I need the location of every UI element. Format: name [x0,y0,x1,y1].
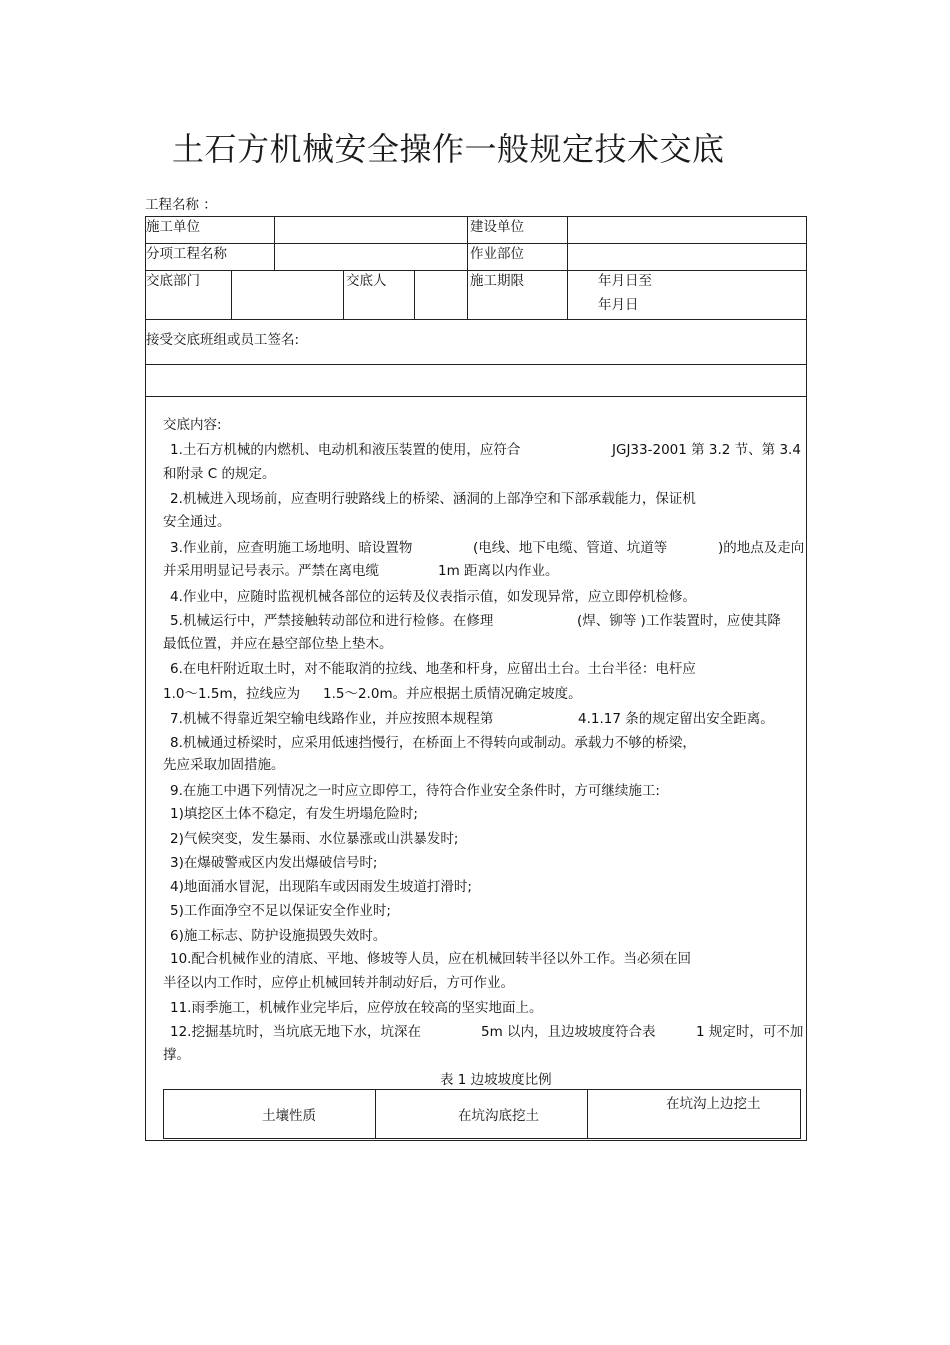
row-divider [145,319,807,320]
item-1-ref: JGJ33-2001 第 3.2 节、第 3.4 [612,442,801,458]
item-3-tail: )的地点及走向 [718,540,805,556]
pit-bottom-header: 在坑沟底挖土 [458,1108,539,1124]
item-9-6: 6)施工标志、防护设施损毁失效时。 [170,928,387,944]
item-3-paren: (电线、地下电缆、管道、坑道等 [473,540,668,556]
signature-label: 接受交底班组或员工签名: [146,332,300,348]
col-divider [274,216,275,270]
item-3-cont-tail: 1m 距离以内作业。 [438,563,559,579]
briefing-dept-label: 交底部门 [146,273,200,289]
item-12-tail: 1 规定时，可不加 [696,1024,804,1040]
pit-top-header: 在坑沟上边挖土 [666,1096,761,1112]
item-9-5: 5)工作面净空不足以保证安全作业时; [170,903,391,919]
item-2-cont: 安全通过。 [163,514,231,530]
item-5-tail: (焊、铆等 )工作装置时，应使其降 [577,613,781,629]
soil-property-header: 土壤性质 [262,1108,316,1124]
item-9-2: 2)气候突变，发生暴雨、水位暴涨或山洪暴发时; [170,831,459,847]
row-divider [145,364,807,365]
content-heading: 交底内容: [163,417,222,433]
table1-caption: 表 1 边坡坡度比例 [440,1072,552,1088]
sub-project-label: 分项工程名称 [146,246,227,262]
item-1-text: 1.土石方机械的内燃机、电动机和液压装置的使用，应符合 [170,442,521,458]
project-name-label: 工程名称 ： [145,197,217,213]
page-title: 土石方机械安全操作一般规定技术交底 [172,130,725,168]
item-9-1: 1)填挖区土体不稳定，有发生坍塌危险时; [170,806,418,822]
period-label: 施工期限 [470,273,524,289]
item-3-cont-text: 并采用明显记号表示。严禁在离电缆 [163,563,379,579]
construction-unit-label: 施工单位 [146,219,200,235]
item-10-cont: 半径以内工作时，应停止机械回转并制动好后，方可作业。 [163,975,514,991]
item-2: 2.机械进入现场前，应查明行驶路线上的桥梁、涵洞的上部净空和下部承载能力，保证机 [170,491,696,507]
item-10: 10.配合机械作业的清底、平地、修坡等人员，应在机械回转半径以外工作。当必须在回 [170,951,691,967]
item-8-cont: 先应采取加固措施。 [163,757,285,773]
work-location-label: 作业部位 [470,246,524,262]
col-divider [414,270,415,319]
date-to: 年月日 [598,297,639,313]
row-divider [145,396,807,397]
row-divider [145,270,807,271]
col-divider [567,216,568,319]
item-7-text: 7.机械不得靠近架空输电线路作业，并应按照本规程第 [170,711,494,727]
item-9-4: 4)地面涌水冒泥，出现陷车或因雨发生坡道打滑时; [170,879,472,895]
client-unit-label: 建设单位 [470,219,524,235]
col-divider [231,270,232,319]
item-7-tail: 4.1.17 条的规定留出安全距离。 [578,711,774,727]
col-divider [587,1089,588,1139]
briefer-label: 交底人 [346,273,387,289]
item-12-mid: 5m 以内，且边坡坡度符合表 [481,1024,656,1040]
item-11: 11.雨季施工，机械作业完毕后，应停放在较高的坚实地面上。 [170,1000,543,1016]
item-12-text: 12.挖掘基坑时，当坑底无地下水，坑深在 [170,1024,421,1040]
item-12-cont: 撑。 [163,1047,190,1063]
col-divider [467,216,468,319]
date-from: 年月日至 [598,273,652,289]
col-divider [343,270,344,319]
row-divider [145,243,807,244]
item-6-cont-b: 1.5～2.0m。并应根据土质情况确定坡度。 [323,686,582,702]
item-6: 6.在电杆附近取土时，对不能取消的拉线、地垄和杆身，应留出土台。土台半径：电杆应 [170,661,696,677]
col-divider [375,1089,376,1139]
item-3-text: 3.作业前，应查明施工场地明、暗设置物 [170,540,413,556]
item-5-cont: 最低位置，并应在悬空部位垫上垫木。 [163,636,393,652]
item-5-text: 5.机械运行中，严禁接触转动部位和进行检修。在修理 [170,613,494,629]
item-4: 4.作业中，应随时监视机械各部位的运转及仪表指示值，如发现异常，应立即停机检修。 [170,589,696,605]
item-9: 9.在施工中遇下列情况之一时应立即停工，待符合作业安全条件时，方可继续施工: [170,783,660,799]
item-6-cont-a: 1.0～1.5m，拉线应为 [163,686,301,702]
item-8: 8.机械通过桥梁时，应采用低速挡慢行，在桥面上不得转向或制动。承载力不够的桥梁， [170,735,696,751]
item-1-cont: 和附录 C 的规定。 [163,466,276,482]
item-9-3: 3)在爆破警戒区内发出爆破信号时; [170,855,378,871]
